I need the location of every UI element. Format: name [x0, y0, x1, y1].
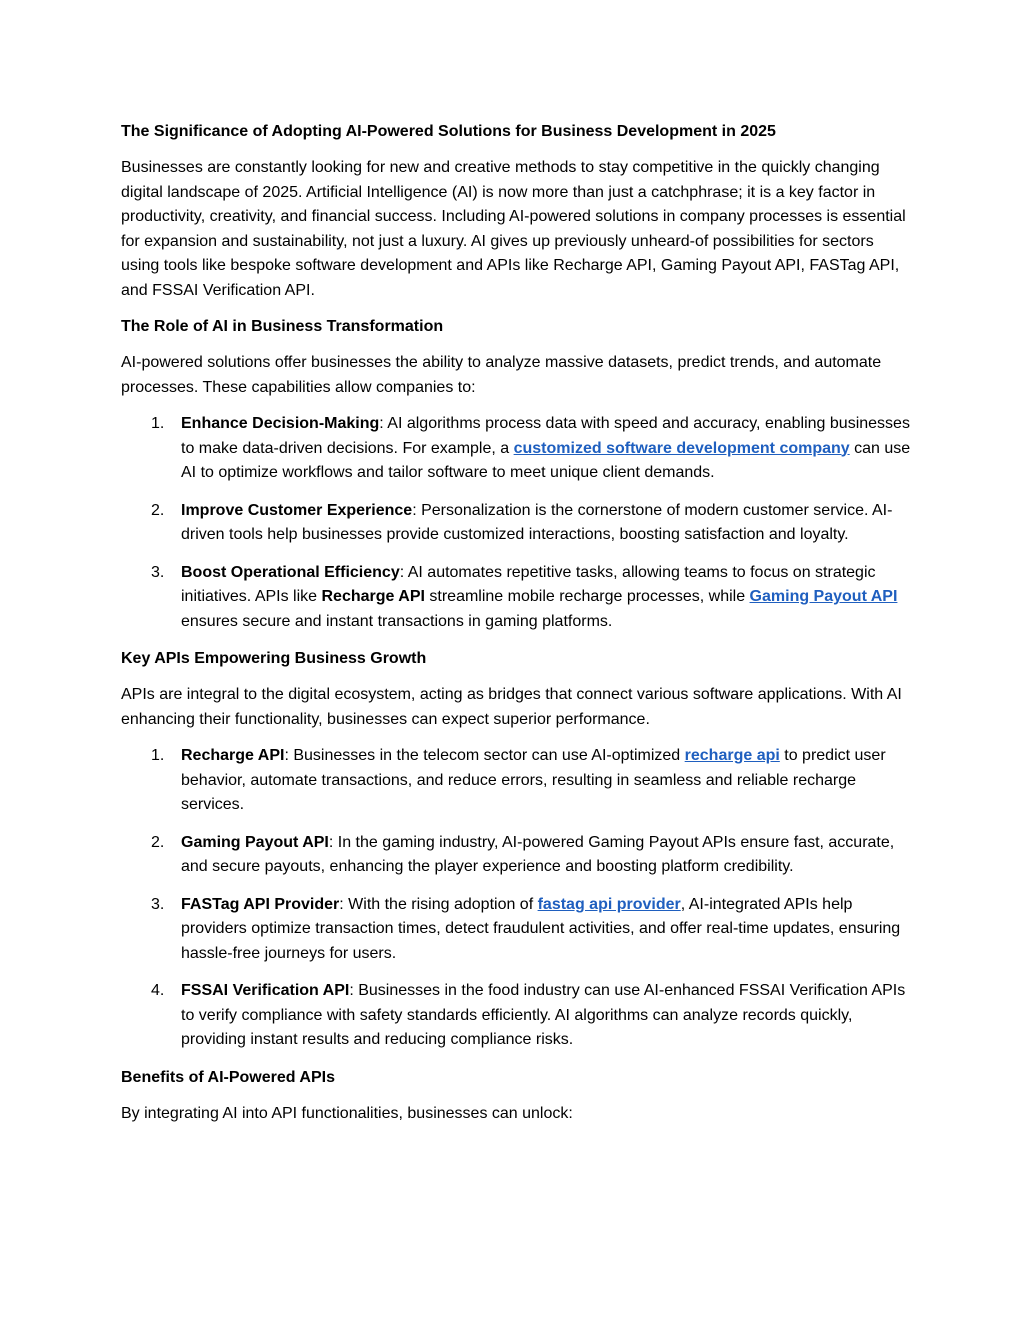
document-page — [121, 120, 911, 1138]
list-item-title: Improve Customer Experience — [181, 501, 413, 519]
list-item-text: , AI-integrated APIs help providers optimize transaction times, detect fraudulent activities, and offer real-time updates, ensuring hassle-free journeys for users. — [181, 895, 901, 962]
list-item-text: ensures secure and instant transactions in gaming platforms. — [181, 612, 613, 630]
role-of-ai-list — [121, 412, 911, 634]
list-number: 3. — [151, 563, 165, 581]
list-item — [121, 499, 911, 548]
list-item-text: can use AI to optimize workflows and tailor software to meet unique client demands. — [181, 439, 911, 481]
list-item-text: : Businesses in the food industry can use AI-enhanced FSSAI Verification APIs to verify compliance with safety standards efficiently. AI algorithms can analyze records quickly, providing instant results and reducing compliance risks. — [181, 982, 906, 1048]
list-item — [121, 412, 911, 486]
section-key-apis-text: APIs are integral to the digital ecosystem, acting as bridges that connect various software applications. With AI enhancing their functionality, businesses can expect superior performance. — [121, 686, 902, 728]
list-item-text: to predict user behavior, automate transactions, and reduce errors, resulting in seamless and reliable recharge services. — [181, 747, 886, 813]
list-item-title: FASTag API Provider — [181, 895, 340, 913]
document-title: The Significance of Adopting AI-Powered Solutions for Business Development in 2025 — [121, 123, 776, 140]
list-item-title: Gaming Payout API — [181, 833, 329, 851]
list-item-title: Boost Operational Efficiency — [181, 563, 400, 581]
section-benefits-text: By integrating AI into API functionalities, businesses can unlock: — [121, 1104, 573, 1122]
list-item-title: Enhance Decision-Making — [181, 415, 380, 432]
list-number: 2. — [151, 501, 165, 519]
list-item-text: : Businesses in the telecom sector can use AI-optimized — [284, 747, 685, 764]
list-item-bold-text: Recharge API — [321, 588, 425, 605]
list-item — [121, 561, 911, 635]
fastag-api-provider-link[interactable]: fastag api provider — [537, 895, 681, 913]
list-item — [121, 979, 911, 1053]
list-item-text: : In the gaming industry, AI-powered Gaming Payout APIs ensure fast, accurate, and secure payouts, enhancing the player experience and boosting platform credibility. — [181, 833, 895, 875]
gaming-payout-api-link[interactable]: Gaming Payout API — [749, 588, 898, 605]
list-item-text: : AI algorithms process data with speed and accuracy, enabling businesses to make data-driven decisions. For example, a — [181, 415, 910, 457]
section-heading-benefits: Benefits of AI-Powered APIs — [121, 1068, 335, 1086]
list-number: 4. — [151, 982, 165, 999]
list-item-title: Recharge API — [181, 747, 285, 764]
customized-software-link[interactable]: customized software development company — [513, 439, 850, 457]
section-role-of-ai-text: AI-powered solutions offer businesses the ability to analyze massive datasets, predict trends, and automate processes. These capabilities allow companies to: — [121, 354, 882, 396]
section-heading-key-apis: Key APIs Empowering Business Growth — [121, 650, 427, 667]
list-item-text: : Personalization is the cornerstone of modern customer service. AI-driven tools help businesses provide customized interactions, boosting satisfaction and loyalty. — [181, 501, 893, 543]
section-heading-role-of-ai: The Role of AI in Business Transformation — [121, 318, 444, 335]
list-item-text: streamline mobile recharge processes, while — [424, 588, 750, 605]
list-item-text: : AI automates repetitive tasks, allowing teams to focus on strategic initiatives. APIs like — [181, 563, 876, 605]
list-item-title: FSSAI Verification API — [181, 982, 350, 999]
intro-paragraph: Businesses are constantly looking for new and creative methods to stay competitive in the quickly changing digital landscape of 2025. Artificial Intelligence (AI) is now more than just a catchphrase; it is a key factor in productivity, creativity, and financial success. Including AI-powered solutions in company processes is essential for expansion and sustainability, not just a luxury. AI gives up previously unheard-of possibilities for sectors using tools like bespoke software development and APIs like Recharge API, Gaming Payout API, FASTag API, and FSSAI Verification API. — [121, 159, 906, 299]
list-item — [121, 744, 911, 818]
list-number: 3. — [151, 895, 165, 913]
recharge-api-link[interactable]: recharge api — [684, 747, 780, 764]
list-number: 2. — [151, 833, 165, 851]
list-item — [121, 893, 911, 967]
list-item-text: : With the rising adoption of — [339, 895, 538, 913]
list-number: 1. — [151, 415, 165, 432]
list-item — [121, 831, 911, 880]
list-number: 1. — [151, 747, 165, 764]
key-apis-list — [121, 744, 911, 1053]
